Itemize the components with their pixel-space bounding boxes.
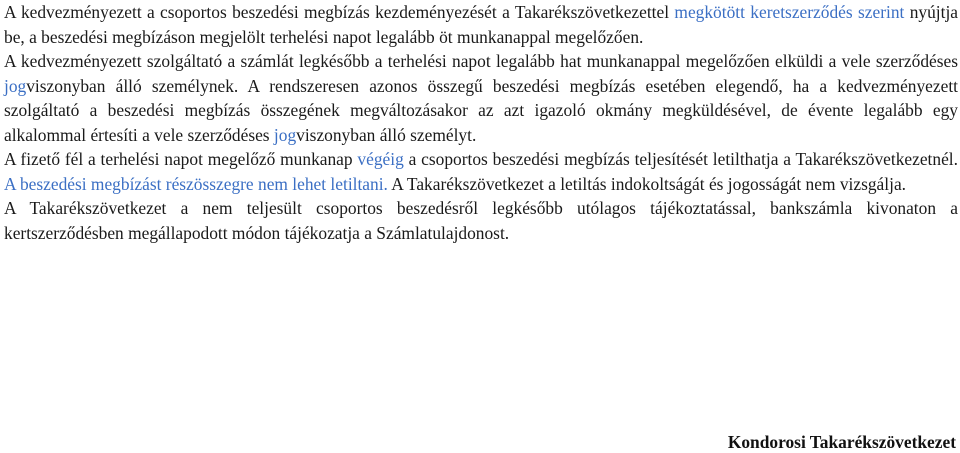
paragraph-1 xyxy=(4,0,958,49)
paragraph-4 xyxy=(4,196,958,245)
text-segment: A Takarékszövetkezet a nem teljesült csoportos beszedésről legkésőbb utólagos tájékoztatással, bankszámla kivonaton a kertszerződésben megállapodott módon tájékozatja a Számlatulajdonost. xyxy=(4,198,958,243)
highlighted-text: végéig xyxy=(357,149,404,169)
text-segment: A kedvezményezett a csoportos beszedési megbízás kezdeményezését a Takarékszövetkezettel xyxy=(4,2,675,22)
highlighted-text: megkötött keretszerződés szerint xyxy=(674,2,905,22)
paragraph-2 xyxy=(4,49,958,147)
text-segment: a csoportos beszedési megbízás teljesítését letilthatja a Takarékszövetkezetnél. xyxy=(403,149,958,169)
text-segment: viszonyban álló személynek. A rendszeresen azonos összegű beszedési megbízás esetében elegendő, ha a kedvezményezett szolgáltató a beszedési megbízás összegének megváltozásakor az azt igazoló okmány megküldésével, de évente legalább egy alkalommal értesíti a vele szerződéses xyxy=(4,75,958,145)
document-body xyxy=(4,0,958,245)
text-segment: viszonyban álló személyt. xyxy=(296,124,477,145)
highlighted-text: jog xyxy=(273,124,297,145)
highlighted-text: jog xyxy=(4,75,27,96)
signature: Kondorosi Takarékszövetkezet xyxy=(727,432,956,452)
highlighted-text: A beszedési megbízást részösszegre nem lehet letiltani. xyxy=(4,173,388,194)
paragraph-3 xyxy=(4,147,958,196)
text-segment: A Takarékszövetkezet a letiltás indokoltságát és jogosságát nem vizsgálja. xyxy=(387,173,907,194)
text-segment: A fizető fél a terhelési napot megelőző munkanap xyxy=(4,149,358,169)
text-segment: nyújtja be, a beszedési megbízáson megjelölt terhelési napot legalább öt munkanappal megelőzően. xyxy=(4,2,958,47)
text-segment: A kedvezményezett szolgáltató a számlát legkésőbb a terhelési napot legalább hat munkanappal megelőzően elküldi a vele szerződéses xyxy=(4,51,958,71)
